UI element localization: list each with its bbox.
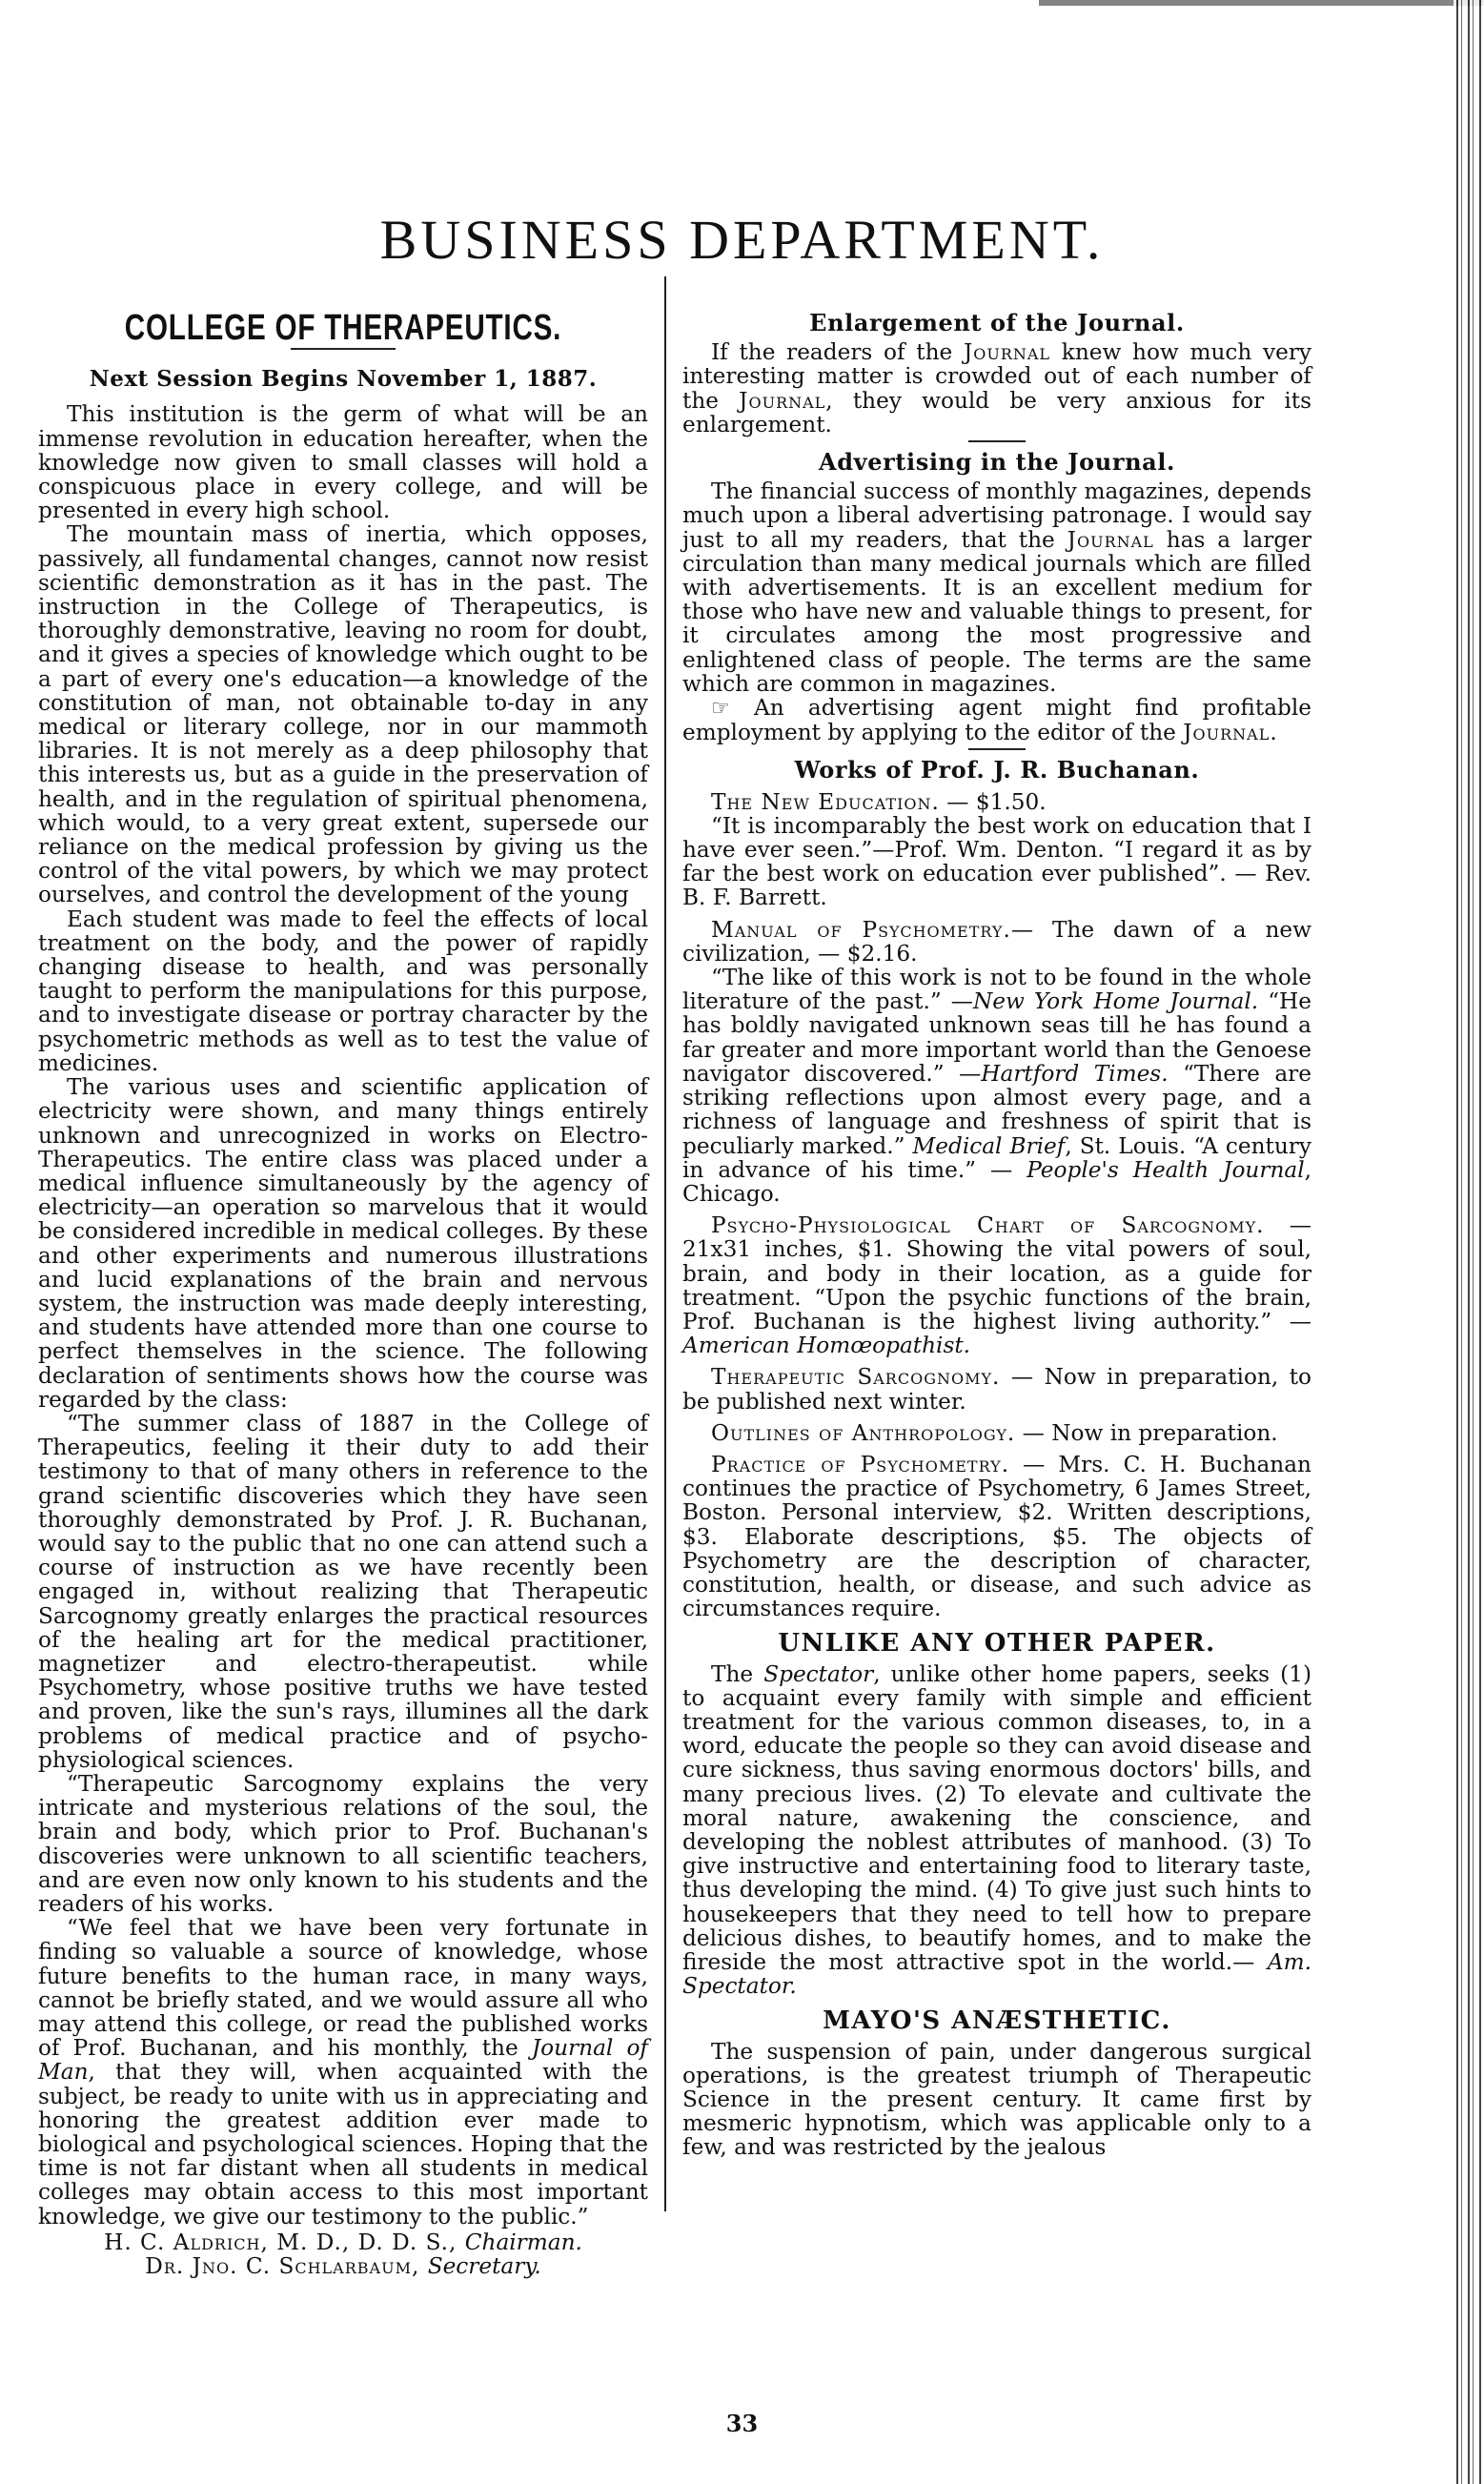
work-entry bbox=[682, 1453, 1311, 1620]
source: New York Home Journal. bbox=[972, 988, 1259, 1015]
paragraph bbox=[682, 966, 1311, 1206]
text: — Mrs. C. H. Buchanan continues the practice of Psychometry, 6 James Street, Boston. Personal interview, $2. Written descriptions, $3. Elaborate descriptions, $5. The objects of Psychometry are the description of character, constitution, health, or disease, and such advice as circumstances require. bbox=[682, 1451, 1311, 1622]
source: American Homœopathist. bbox=[682, 1333, 971, 1359]
signer-name: H. C. Aldrich, M. D., D. D. S., bbox=[104, 2229, 465, 2255]
work-title: Psycho-Physiological Chart of Sarcognomy. bbox=[711, 1212, 1265, 1239]
text: — The dawn of a new civilization, — $2.16. bbox=[682, 916, 1312, 967]
text: — $1.50. bbox=[939, 788, 1047, 815]
paragraph bbox=[682, 340, 1311, 437]
text: — Now in preparation, to be published next winter. bbox=[682, 1364, 1311, 1415]
source: People's Health Journal bbox=[1027, 1156, 1305, 1183]
text: — 21x31 inches, $1. Showing the vital powers of soul, brain, and body in their location, as a guide for treatment. “Upon the psychic functions of the brain, Prof. Buchanan is the highest living authority.” — bbox=[682, 1212, 1311, 1334]
paragraph bbox=[682, 918, 1311, 966]
rule bbox=[968, 440, 1026, 442]
paragraph bbox=[38, 1916, 648, 2229]
text: . bbox=[1270, 720, 1277, 746]
text: , St. Louis. “A century in advance of his time.” — bbox=[682, 1132, 1311, 1183]
text: “The like of this work is not to be found in the whole literature of the past.” — bbox=[682, 965, 1311, 1015]
paragraph bbox=[682, 1365, 1311, 1413]
signer-role: Chairman. bbox=[464, 2229, 582, 2255]
text: An advertising agent might find profitable employment by applying to the editor of the bbox=[682, 695, 1312, 746]
section-heading-enlargement: Enlargement of the Journal. bbox=[809, 309, 1185, 336]
paragraph: “Therapeutic Sarcognomy explains the very intricate and mysterious relations of the soul, the brain and body, which prior to Prof. Buchanan's discoveries were unknown to all scientific teachers, and are even now only known to his students and the readers of his works. bbox=[38, 1770, 648, 1917]
source: Medical Brief bbox=[912, 1132, 1066, 1159]
text: , Chicago. bbox=[682, 1156, 1311, 1207]
source: Hartford Times. bbox=[981, 1060, 1169, 1087]
scan-edge-top bbox=[0, 0, 1484, 6]
signer-name: Dr. Jno. C. Schlarbaum, bbox=[145, 2253, 428, 2280]
text: “He has boldly navigated unknown seas till he has found a far greater and more important world than the Genoese navigator discovered.” — bbox=[682, 988, 1311, 1087]
rule bbox=[968, 748, 1026, 750]
page-number: 33 bbox=[725, 2410, 759, 2437]
text: “There are striking reflections upon almost every page, and a richness of language and freshness of spirit that is peculiarly marked.” bbox=[682, 1060, 1311, 1159]
text: has a larger circulation than many medical journals which are filled with advertisements. It is an excellent medium for those who have new and valuable things to present, for it circulates among the most progressive and enlightened class of people. The terms are the same which are common in magazines. bbox=[682, 526, 1311, 697]
left-column bbox=[38, 303, 648, 2278]
text: , unlike other home papers, seeks (1) to acquaint every family with simple and efficient treatment for the various common diseases, to, in a word, educate the people so they can avoid disease and cure sickness, thus saving enormous doctors' bills, and many precious lives. (2) To elevate and cultivate the moral nature, awakening the conscience, and developing the noblest attributes of manhood. (3) To give instructive and entertaining food to literary taste, thus developing the mind. (4) To give just such hints to housekeepers that they need to tell how to prepare delicious dishes, to beautify homes, and to make the fireside the most attractive spot in the world.— bbox=[682, 1660, 1311, 1975]
pointing-hand-icon: ☞ bbox=[711, 697, 730, 722]
work-title: Outlines of Anthropology. bbox=[711, 1419, 1016, 1446]
paragraph bbox=[682, 790, 1311, 814]
text: The financial success of monthly magazines, depends much upon a liberal advertising patronage. I would say just to all my readers, that the bbox=[682, 478, 1311, 553]
paragraph bbox=[682, 1421, 1311, 1445]
paragraph bbox=[682, 1213, 1311, 1357]
signer-role: Secretary. bbox=[427, 2253, 541, 2280]
work-title: Therapeutic Sarcognomy. bbox=[711, 1364, 1001, 1391]
text: If the readers of the bbox=[711, 339, 964, 366]
paragraph: “It is incomparably the best work on education that I have ever seen.”—Prof. Wm. Denton. “I regard it as by far the best work on education ever published”. — Rev. B. F. Barrett. bbox=[682, 812, 1311, 911]
publication: Spectator bbox=[763, 1660, 874, 1687]
journal-title: Journal of Man bbox=[38, 2035, 648, 2086]
text: — Now in preparation. bbox=[1015, 1419, 1278, 1446]
work-entry bbox=[682, 918, 1311, 1206]
work-title: The New Education. bbox=[711, 788, 940, 815]
section-heading-unlike: UNLIKE ANY OTHER PAPER. bbox=[778, 1629, 1216, 1659]
text: , they would be very anxious for its enlargement. bbox=[682, 387, 1311, 438]
signature-chairman bbox=[38, 2230, 648, 2254]
paragraph bbox=[682, 479, 1311, 696]
section-heading-mayo: MAYO'S ANÆSTHETIC. bbox=[823, 2006, 1171, 2036]
work-entry bbox=[682, 1421, 1311, 1445]
text: knew how much very interesting matter is crowded out of each number of the bbox=[682, 339, 1312, 414]
journal-name: Journal bbox=[1067, 526, 1154, 553]
page-title: BUSINESS DEPARTMENT. bbox=[379, 209, 1105, 271]
text: “We feel that we have been very fortunate in finding so valuable a source of knowledge, whose future benefits to the human race, in many ways, cannot be briefly stated, and we would assure all who may attend this college, or read the published works of Prof. Buchanan, and his monthly, the bbox=[38, 1915, 648, 2062]
paragraph: The mountain mass of inertia, which opposes, passively, all fundamental changes, cannot now resist scientific demonstration as it has in the past. The instruction in the College of Therapeutics, is thoroughly demonstrative, leaving no room for doubt, and it gives a species of knowledge which ought to be a part of every one's education—a knowledge of the constitution of man, not obtainable to-day in any medical or literary college, nor in our mammoth libraries. It is not merely as a deep philosophy that this interests us, but as a guide in the preservation of health, and in the regulation of spiritual phenomena, which would, to a very great extent, supersede our reliance on the medical profession by giving us the control of the vital powers, by which we may protect ourselves, and control the development of the young bbox=[38, 521, 648, 908]
section-heading-advertising: Advertising in the Journal. bbox=[819, 448, 1175, 477]
paragraph bbox=[682, 1662, 1311, 1999]
journal-name: Journal bbox=[739, 387, 826, 414]
work-title: Practice of Psychometry. bbox=[711, 1451, 1010, 1477]
paragraph: Each student was made to feel the effects of local treatment on the body, and the power of rapidly changing disease to health, and was personally taught to perform the manipulations for this purpose, and to investigate disease or portray character by the psychometric methods as well as to test the value of medicines. bbox=[38, 906, 648, 1076]
work-entry bbox=[682, 1213, 1311, 1357]
column-divider bbox=[664, 276, 666, 2211]
paragraph bbox=[682, 696, 1311, 744]
heading-rule bbox=[291, 348, 396, 350]
text: The bbox=[711, 1660, 764, 1687]
work-title: Manual of Psychometry. bbox=[711, 916, 1011, 943]
session-heading: Next Session Begins November 1, 1887. bbox=[89, 366, 598, 393]
paragraph: “The summer class of 1887 in the College of Therapeutics, feeling it their duty to add their testimony to that of many others in reference to the grand scientific discoveries which they have seen thoroughly demonstrated by Prof. J. R. Buchanan, would say to the public that no one can attend such a course of instruction as we have recently been engaged in, without realizing that Therapeutic Sarcognomy greatly enlarges the practical resources of the healing art for the medical practitioner, magnetizer and electro-therapeutist. while Psychometry, whose positive truths we have tested and proven, like the sun's rays, illumines all the dark problems of medical practice and of psycho-physiological sciences. bbox=[38, 1410, 648, 1773]
paragraph: This institution is the germ of what will be an immense revolution in education hereafter, when the knowledge now given to small classes will hold a conspicuous place in every college, and will be presented in every high school. bbox=[38, 401, 648, 524]
college-heading: COLLEGE OF THERAPEUTICS. bbox=[124, 308, 562, 348]
journal-name: Journal bbox=[963, 339, 1051, 366]
paragraph: The various uses and scientific application of electricity were shown, and many things entirely unknown and unrecognized in works on Electro-Therapeutics. The entire class was placed under a medical influence simultaneously by the agency of electricity—an operation so marvelous that it would be considered incredible in medical colleges. By these and other experiments and numerous illustrations and lucid explanations of the brain and nervous system, the instruction was made deeply interesting, and students have attended more than one course to perfect themselves in the science. The following declaration of sentiments shows how the course was regarded by the class: bbox=[38, 1074, 648, 1413]
work-entry bbox=[682, 1365, 1311, 1413]
scan-edge-right bbox=[1454, 0, 1484, 2484]
paragraph bbox=[682, 1453, 1311, 1620]
signature-secretary bbox=[38, 2254, 648, 2278]
work-entry bbox=[682, 790, 1311, 910]
paragraph: The suspension of pain, under dangerous surgical operations, is the greatest triumph of Therapeutic Science in the present century. It came first by mesmeric hypnotism, which was applicable only to a few, and was restricted by the jealous bbox=[682, 2038, 1311, 2161]
section-heading-works: Works of Prof. J. R. Buchanan. bbox=[794, 756, 1200, 784]
text: , that they will, when acquainted with the subject, be ready to unite with us in appreciating and honoring the greatest addition ever made to biological and psychological sciences. Hoping that the time is not far distant when all students in medical colleges may obtain access to this most important knowledge, we give our testimony to the public.” bbox=[38, 2059, 649, 2229]
right-column bbox=[682, 303, 1311, 2160]
journal-name: Journal bbox=[1183, 720, 1271, 746]
publication: Am. Spectator. bbox=[682, 1949, 1311, 2000]
